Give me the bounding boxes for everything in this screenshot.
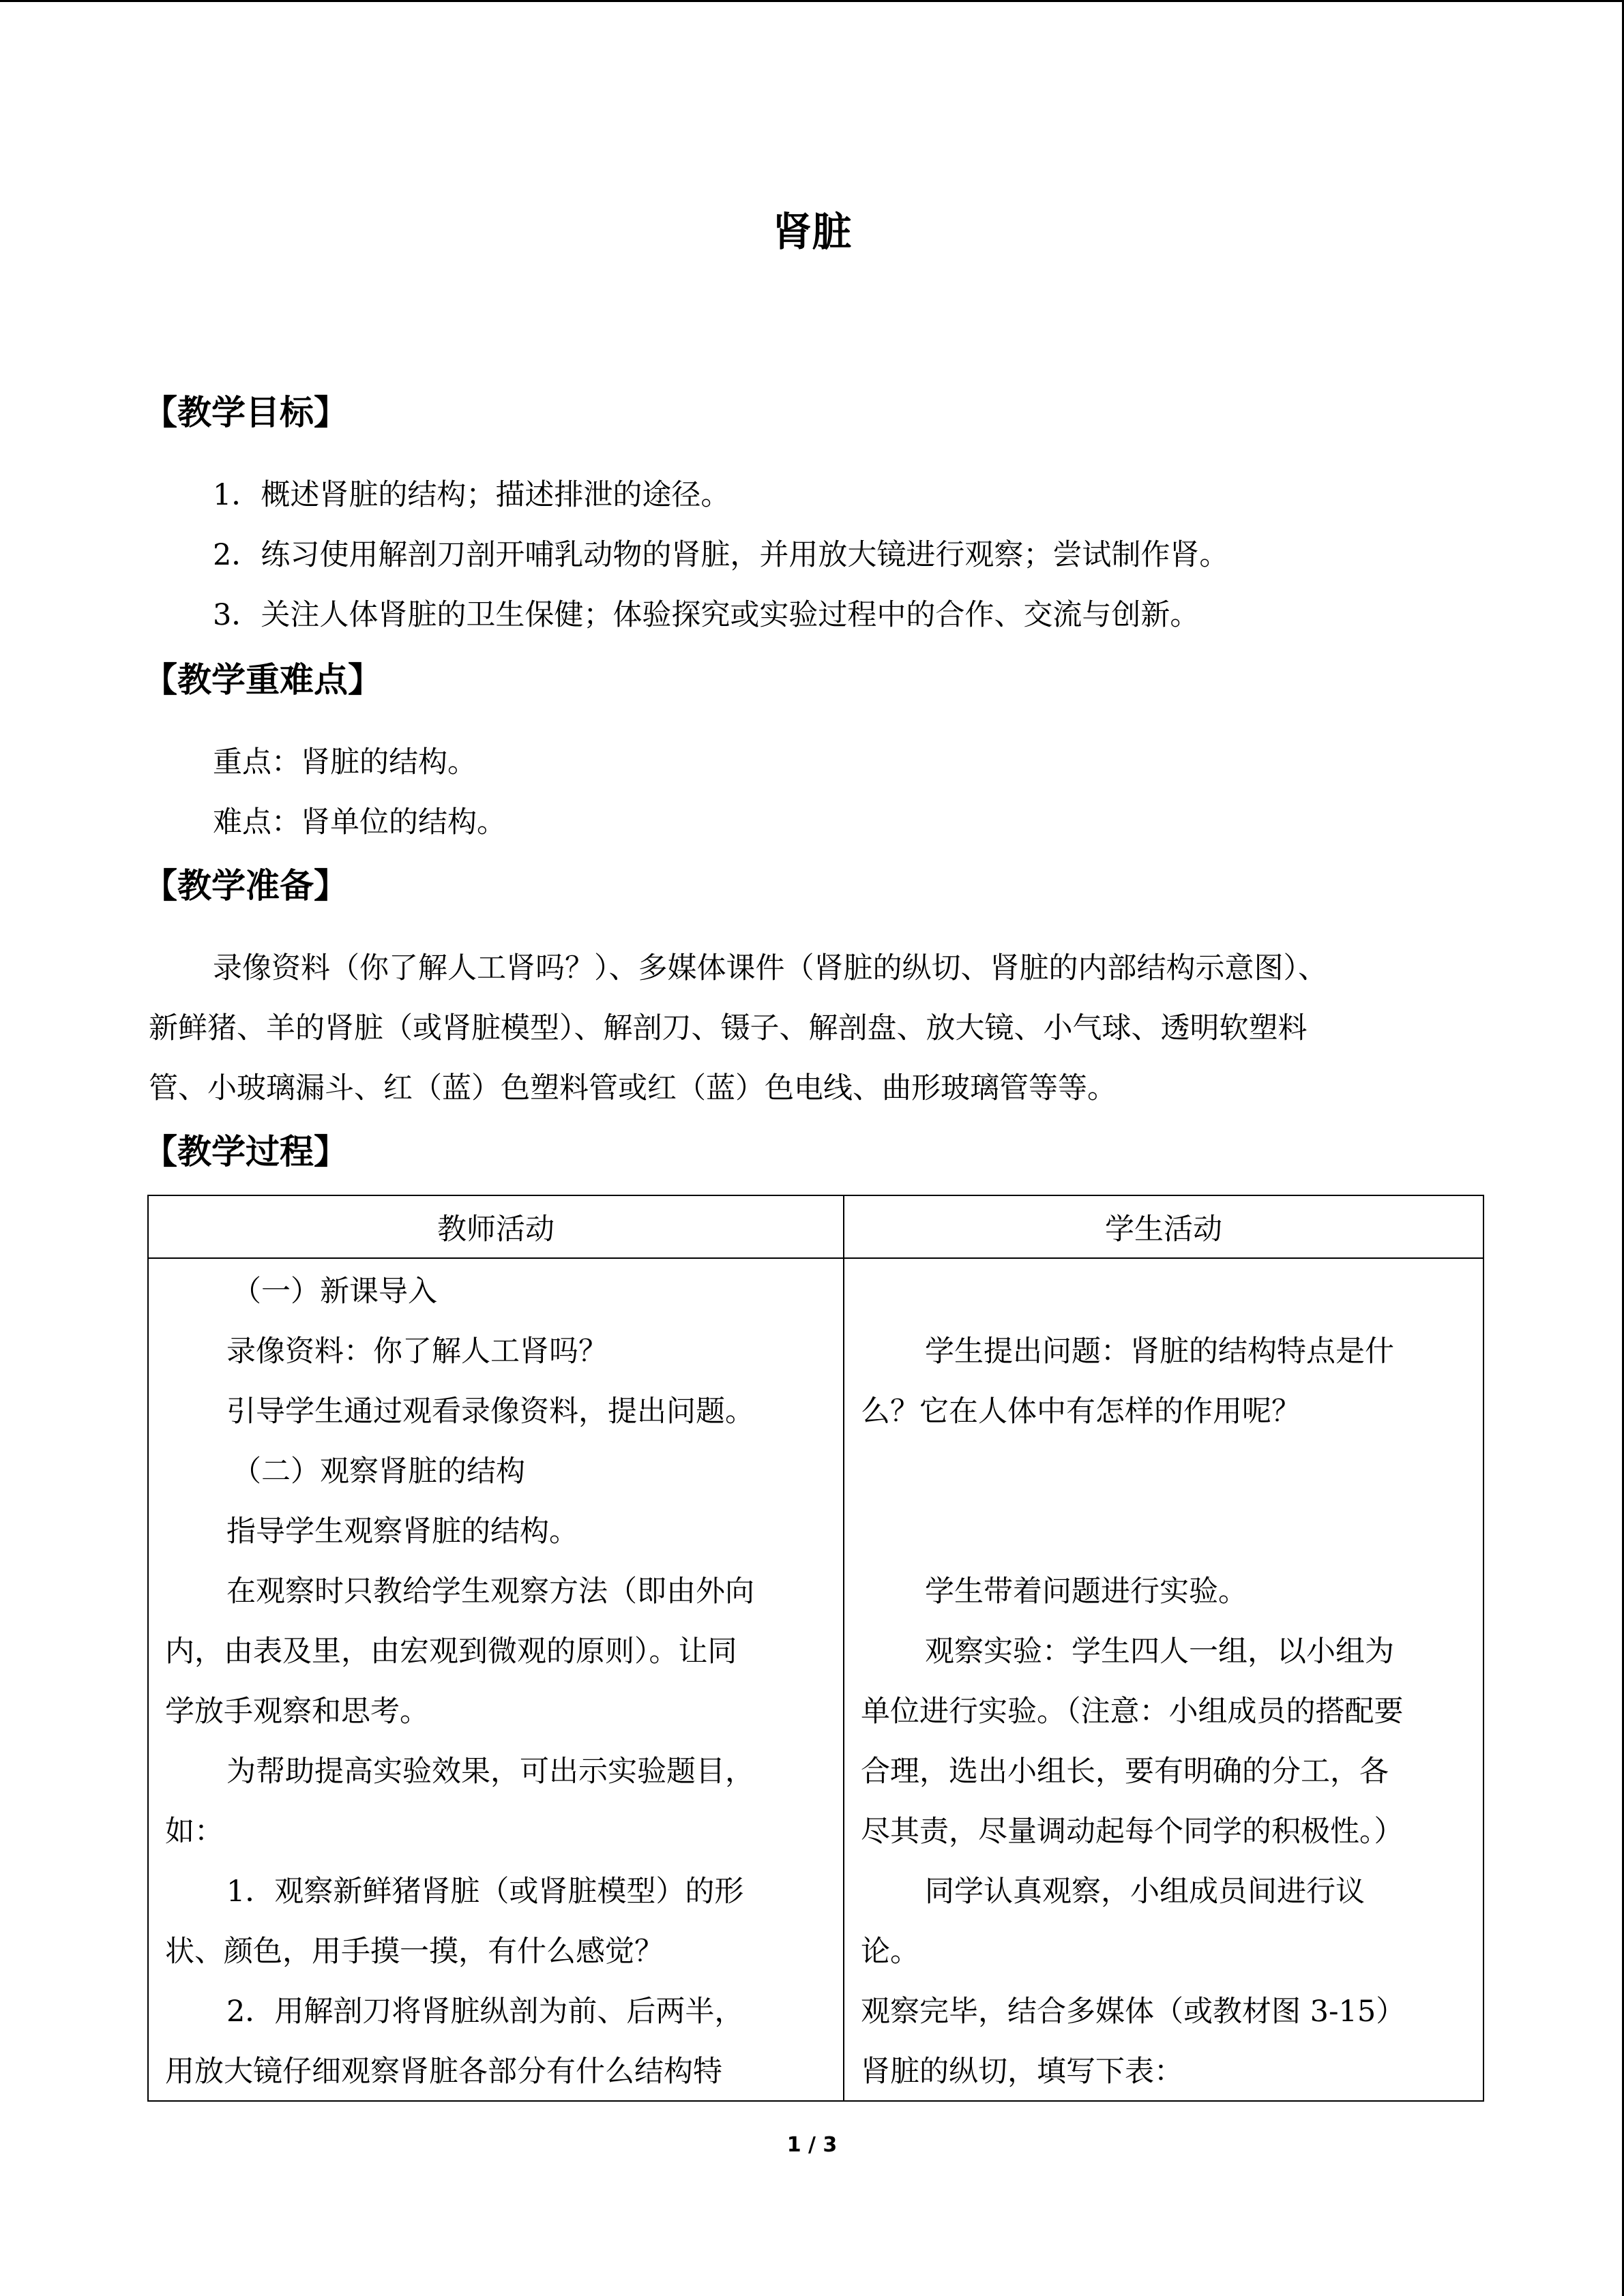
student-line: 尽其责，尽量调动起每个同学的积极性。） xyxy=(861,1815,1404,1849)
student-line: 肾脏的纵切，填写下表： xyxy=(861,2055,1183,2089)
teacher-line: 为帮助提高实验效果，可出示实验题目， xyxy=(226,1755,754,1789)
teacher-line: 用放大镜仔细观察肾脏各部分有什么结构特 xyxy=(165,2055,722,2089)
student-line: 学生提出问题：肾脏的结构特点是什 xyxy=(925,1335,1394,1369)
teacher-line: 在观察时只教给学生观察方法（即由外向 xyxy=(226,1575,754,1609)
student-line: 单位进行实验。（注意：小组成员的搭配要 xyxy=(861,1695,1404,1729)
page-top-border xyxy=(0,0,1624,2)
student-line: 合理，选出小组长，要有明确的分工，各 xyxy=(861,1755,1389,1789)
key-points-heading: 【教学重难点】 xyxy=(143,660,382,700)
preparation-line-1: 录像资料（你了解人工肾吗？）、多媒体课件（肾脏的纵切、肾脏的内部结构示意图）、 xyxy=(213,951,1327,985)
teacher-line: 内，由表及里，由宏观到微观的原则）。让同 xyxy=(165,1635,737,1669)
teacher-column-header: 教师活动 xyxy=(148,1195,844,1258)
preparation-line-3: 管、小玻璃漏斗、红（蓝）色塑料管或红（蓝）色电线、曲形玻璃管等等。 xyxy=(149,1071,1117,1105)
student-line: 观察实验：学生四人一组，以小组为 xyxy=(925,1635,1394,1669)
key-point-item-1: 重点：肾脏的结构。 xyxy=(213,745,477,779)
teacher-line: 录像资料：你了解人工肾吗？ xyxy=(226,1335,608,1369)
goal-item-1: 1．概述肾脏的结构；描述排泄的途径。 xyxy=(213,478,730,512)
goal-item-3: 3．关注人体肾脏的卫生保健；体验探究或实验过程中的合作、交流与创新。 xyxy=(213,598,1200,632)
student-line: 观察完毕，结合多媒体（或教材图 3-15） xyxy=(861,1995,1406,2029)
teacher-line: （一）新课导入 xyxy=(232,1274,437,1309)
student-line: 论。 xyxy=(861,1935,919,1969)
teacher-line: （二）观察肾脏的结构 xyxy=(232,1455,525,1489)
student-column-header: 学生活动 xyxy=(844,1195,1483,1258)
page-title: 肾脏 xyxy=(772,209,852,255)
student-activity-cell xyxy=(844,1258,1483,2101)
table-row xyxy=(148,1258,1483,2101)
teacher-line: 学放手观察和思考。 xyxy=(165,1695,429,1729)
preparation-heading: 【教学准备】 xyxy=(143,866,348,906)
teacher-line: 1．观察新鲜猪肾脏（或肾脏模型）的形 xyxy=(226,1875,744,1909)
teacher-line: 状、颜色，用手摸一摸，有什么感觉？ xyxy=(165,1935,664,1969)
student-line: 学生带着问题进行实验。 xyxy=(925,1575,1247,1609)
teacher-line: 指导学生观察肾脏的结构。 xyxy=(226,1515,578,1549)
goal-item-2: 2．练习使用解剖刀剖开哺乳动物的肾脏，并用放大镜进行观察；尝试制作肾。 xyxy=(213,538,1229,572)
teacher-line: 如： xyxy=(165,1815,224,1849)
goals-heading: 【教学目标】 xyxy=(143,393,348,432)
student-line: 么？它在人体中有怎样的作用呢？ xyxy=(861,1395,1301,1429)
student-line: 同学认真观察，小组成员间进行议 xyxy=(925,1875,1365,1909)
teacher-line: 2．用解剖刀将肾脏纵剖为前、后两半， xyxy=(226,1995,744,2029)
teacher-activity-cell xyxy=(148,1258,844,2101)
table-header-row xyxy=(148,1195,1483,1258)
process-heading: 【教学过程】 xyxy=(143,1132,348,1172)
page-number: 1 / 3 xyxy=(786,2133,838,2157)
process-table xyxy=(147,1195,1484,2102)
teacher-line: 引导学生通过观看录像资料，提出问题。 xyxy=(226,1395,754,1429)
key-point-item-2: 难点：肾单位的结构。 xyxy=(213,805,506,839)
preparation-line-2: 新鲜猪、羊的肾脏（或肾脏模型）、解剖刀、镊子、解剖盘、放大镜、小气球、透明软塑料 xyxy=(149,1011,1308,1045)
